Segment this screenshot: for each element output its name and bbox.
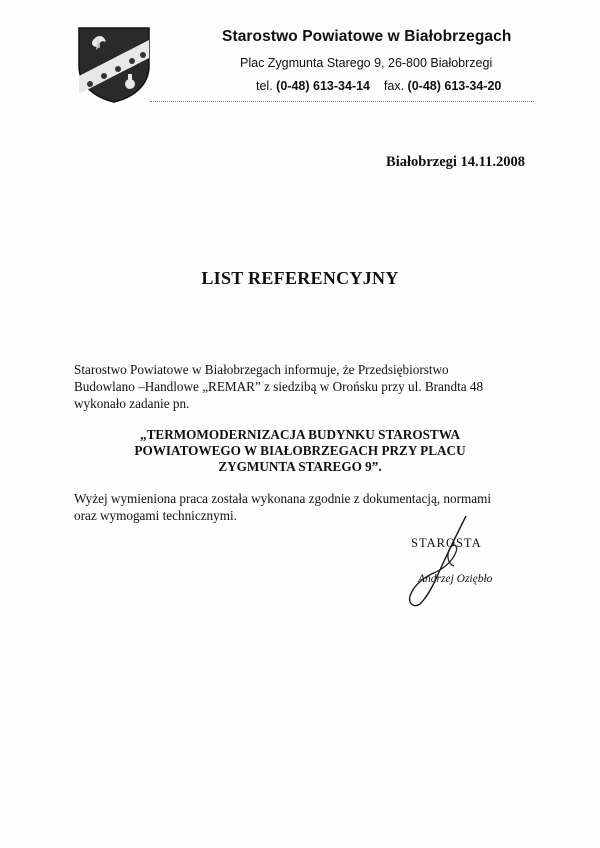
closing-line: oraz wymogami technicznymi.	[74, 508, 237, 523]
coat-of-arms-icon	[76, 24, 152, 104]
body-line: wykonało zadanie pn.	[74, 396, 190, 411]
tel-label: tel.	[256, 79, 273, 93]
letterhead	[222, 28, 542, 93]
letter-body	[74, 361, 544, 412]
organization-address: Plac Zygmunta Starego 9, 26-800 Białobrzegi	[240, 56, 493, 70]
project-name	[72, 427, 528, 475]
tel-value: (0-48) 613-34-14	[276, 79, 370, 93]
handwritten-signature	[396, 512, 496, 612]
signatory-title: STAROSTA	[411, 536, 482, 550]
fax-value: (0-48) 613-34-20	[407, 79, 502, 93]
project-line: POWIATOWEGO W BIAŁOBRZEGACH PRZY PLACU	[134, 443, 466, 458]
body-line: Budowlano –Handlowe „REMAR” z siedzibą w Orońsku przy ul. Brandta 48	[74, 379, 484, 394]
project-line: „TERMOMODERNIZACJA BUDYNKU STAROSTWA	[140, 427, 460, 442]
signatory-name: Andrzej Oziębło	[418, 573, 493, 585]
body-line: Starostwo Powiatowe w Białobrzegach informuje, że Przedsiębiorstwo	[74, 362, 449, 377]
project-line: ZYGMUNTA STAREGO 9”.	[218, 459, 382, 474]
document-title: LIST REFERENCYJNY	[201, 268, 399, 288]
contact-line	[256, 79, 542, 93]
fax-label: fax.	[383, 79, 405, 93]
letter-date: Białobrzegi 14.11.2008	[386, 154, 525, 170]
organization-name: Starostwo Powiatowe w Białobrzegach	[222, 28, 512, 45]
closing-line: Wyżej wymieniona praca została wykonana zgodnie z dokumentacją, normami	[74, 491, 492, 506]
header-divider	[150, 101, 534, 102]
